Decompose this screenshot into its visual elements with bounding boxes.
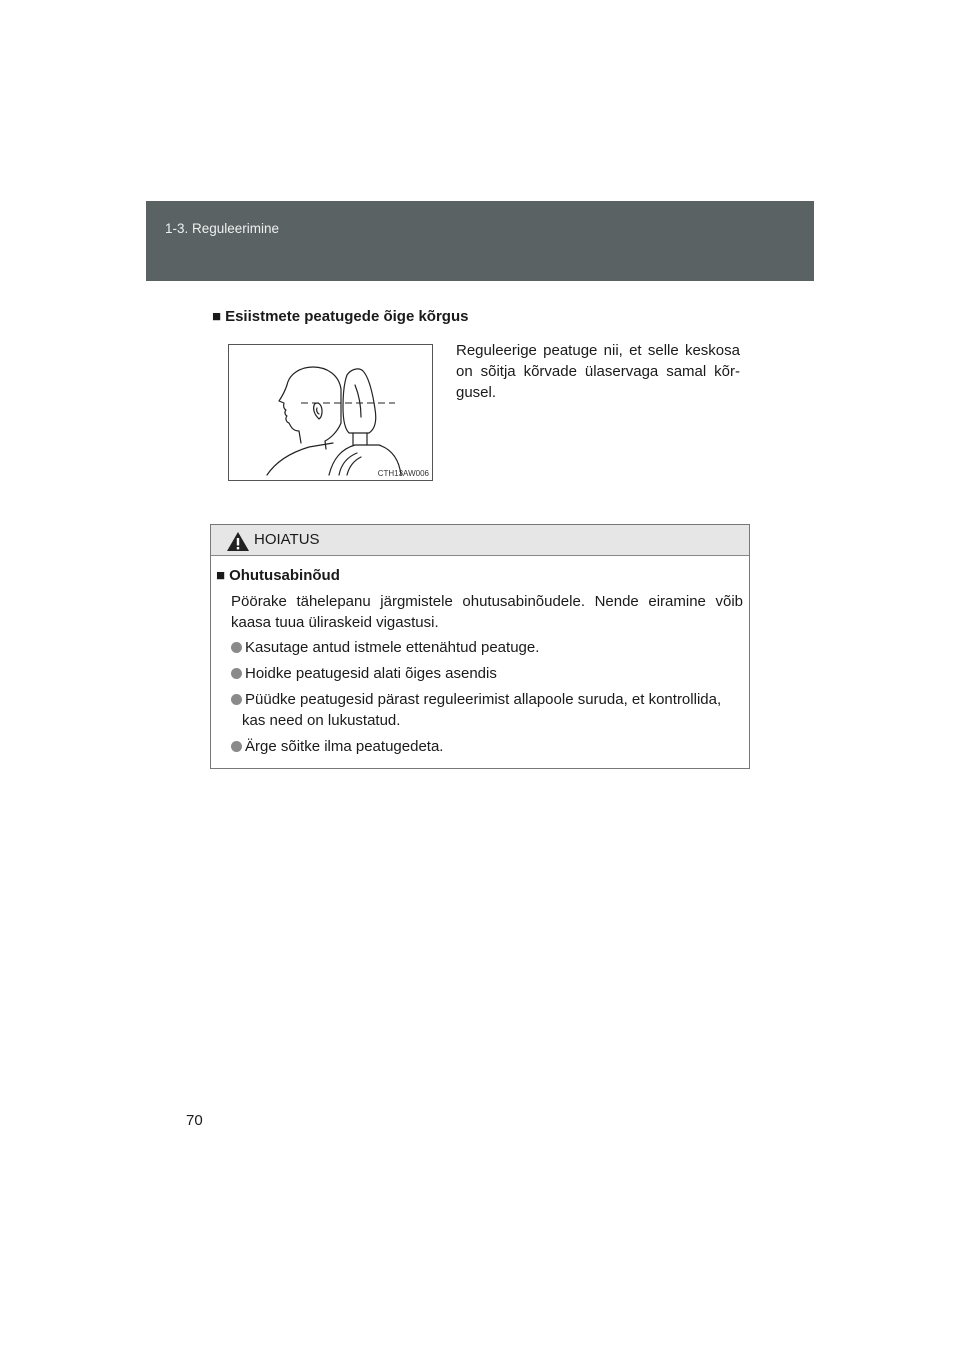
bullet-dot-icon: [231, 668, 242, 679]
warning-bullet: [231, 689, 743, 731]
warning-bullet: [231, 663, 743, 684]
warning-intro: Pöörake tähelepanu järgmistele ohutusabinõudele. Nende eiramine võib kaasa tuua üliraskeid vigastusi.: [231, 593, 743, 631]
bullet-dot-icon: [231, 694, 242, 705]
square-bullet-icon: ■: [216, 567, 226, 584]
bullet-dot-icon: [231, 642, 242, 653]
warning-heading-text: Ohutusabinõud: [229, 567, 340, 584]
figure-code: CTH13AW006: [377, 469, 429, 478]
warning-bullet-text: Kasutage antud istmele ettenähtud peatuge.: [245, 639, 540, 656]
warning-bullet-continuation: kas need on lukustatud.: [242, 712, 401, 729]
warning-box: [210, 524, 750, 769]
square-bullet-icon: ■: [212, 308, 222, 325]
headrest-description: Reguleerige peatuge nii, et selle keskosa on sõitja kõrvade ülaservaga samal kõr-gusel.: [456, 342, 740, 401]
warning-heading: [216, 567, 340, 584]
warning-bullet: [231, 637, 743, 658]
warning-label: HOIATUS: [254, 531, 320, 548]
section-label: 1-3. Reguleerimine: [165, 221, 280, 236]
page-number: 70: [186, 1112, 203, 1129]
warning-triangle-icon: [226, 531, 250, 552]
warning-bullet-text: Ärge sõitke ilma peatugedeta.: [245, 738, 444, 755]
headrest-illustration: [228, 344, 433, 481]
warning-bullet: [231, 736, 743, 757]
head-and-headrest-drawing: [229, 345, 434, 482]
warning-header: [211, 525, 749, 556]
chapter-header-band: [146, 201, 814, 281]
headrest-heading: [212, 308, 468, 325]
bullet-dot-icon: [231, 741, 242, 752]
headrest-heading-text: Esiistmete peatugede õige kõrgus: [225, 308, 469, 325]
warning-bullet-text: Hoidke peatugesid alati õiges asendis: [245, 665, 497, 682]
warning-bullet-text: Püüdke peatugesid pärast reguleerimist allapoole suruda, et kontrollida,: [245, 691, 722, 708]
